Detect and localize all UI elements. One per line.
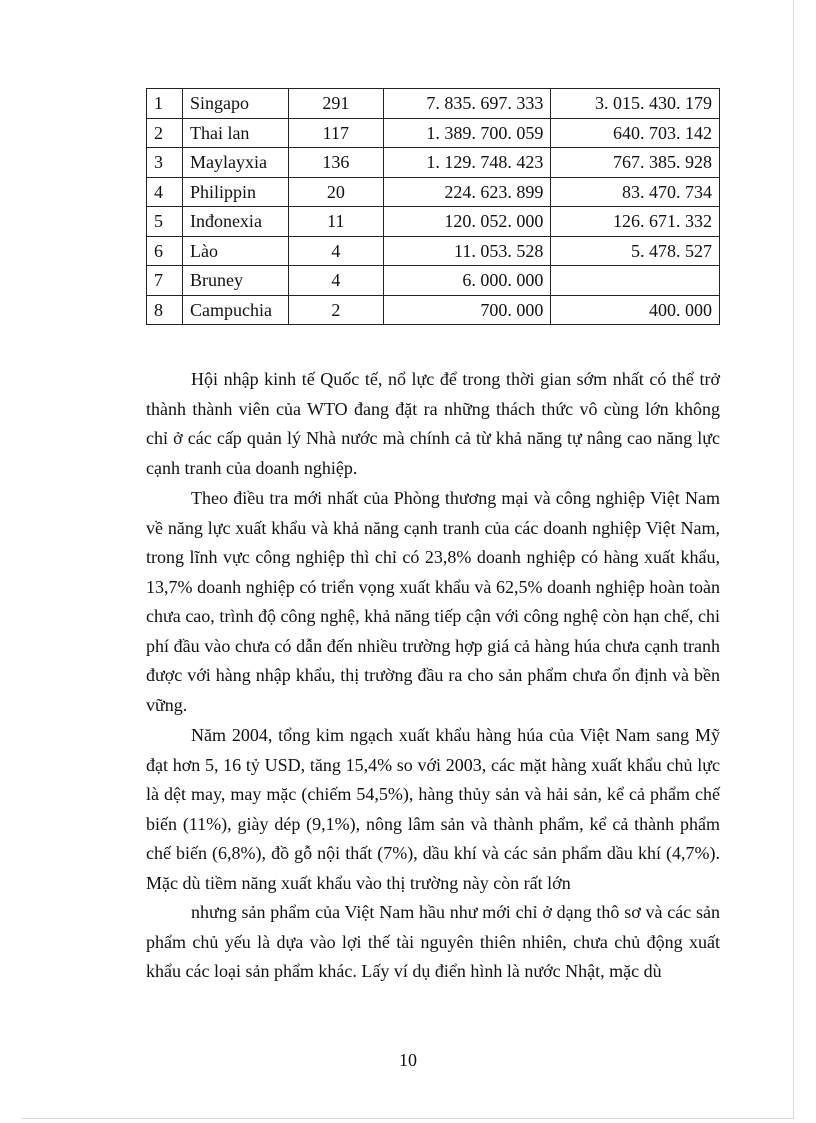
row-index-cell: 3: [147, 148, 183, 178]
row-index-cell: 1: [147, 89, 183, 119]
row-index-cell: 8: [147, 295, 183, 325]
table-row: [147, 89, 720, 119]
project-count-cell: 11: [288, 207, 383, 237]
investment-table-body: [147, 89, 720, 325]
value-2-cell: 3. 015. 430. 179: [551, 89, 720, 119]
value-1-cell: 1. 389. 700. 059: [383, 118, 551, 148]
table-row: [147, 236, 720, 266]
row-index-cell: 7: [147, 266, 183, 296]
value-2-cell: 400. 000: [551, 295, 720, 325]
value-2-cell: 126. 671. 332: [551, 207, 720, 237]
value-1-cell: 1. 129. 748. 423: [383, 148, 551, 178]
paragraph-4: nhưng sản phẩm của Việt Nam hầu như mới chỉ ở dạng thô sơ và các sản phẩm chủ yếu là dựa vào lợi thế tài nguyên thiên nhiên, chưa chủ động xuất khẩu các loại sản phẩm khác. Lấy ví dụ điển hình là nước Nhật, mặc dù: [146, 902, 720, 981]
country-name-cell: Lào: [182, 236, 288, 266]
value-2-cell: 640. 703. 142: [551, 118, 720, 148]
country-name-cell: Campuchia: [182, 295, 288, 325]
value-2-cell: [551, 266, 720, 296]
page-border-bottom: [22, 1118, 794, 1119]
row-index-cell: 5: [147, 207, 183, 237]
value-1-cell: 224. 623. 899: [383, 177, 551, 207]
project-count-cell: 117: [288, 118, 383, 148]
row-index-cell: 6: [147, 236, 183, 266]
paragraph-1: Hội nhập kinh tế Quốc tế, nổ lực để trong thời gian sớm nhất có thể trở thành thành viên của WTO đang đặt ra những thách thức vô cùng lớn không chỉ ở các cấp quản lý Nhà nước mà chính cả từ khả năng tự nâng cao năng lực cạnh tranh của doanh nghiệp.: [146, 369, 720, 478]
project-count-cell: 2: [288, 295, 383, 325]
investment-table: [146, 88, 720, 325]
project-count-cell: 4: [288, 266, 383, 296]
value-1-cell: 11. 053. 528: [383, 236, 551, 266]
value-1-cell: 120. 052. 000: [383, 207, 551, 237]
country-name-cell: Bruney: [182, 266, 288, 296]
project-count-cell: 20: [288, 177, 383, 207]
row-index-cell: 2: [147, 118, 183, 148]
table-row: [147, 148, 720, 178]
page-number: 10: [399, 1050, 417, 1070]
country-name-cell: Philippin: [182, 177, 288, 207]
table-row: [147, 295, 720, 325]
page-border-right: [793, 0, 794, 1119]
table-row: [147, 266, 720, 296]
row-index-cell: 4: [147, 177, 183, 207]
project-count-cell: 291: [288, 89, 383, 119]
table-row: [147, 207, 720, 237]
table-row: [147, 177, 720, 207]
country-name-cell: Singapo: [182, 89, 288, 119]
country-name-cell: Maylayxia: [182, 148, 288, 178]
project-count-cell: 4: [288, 236, 383, 266]
paragraph-2: Theo điều tra mới nhất của Phòng thương mại và công nghiệp Việt Nam về năng lực xuất khẩu và khả năng cạnh tranh của các doanh nghiệp Việt Nam, trong lĩnh vực công nghiệp thì chỉ có 23,8% doanh nghiệp có hàng xuất khẩu, 13,7% doanh nghiệp có triển vọng xuất khẩu và 62,5% doanh nghiệp hoàn toàn chưa cao, trình độ công nghệ, khả năng tiếp cận với công nghệ còn hạn chế, chi phí đầu vào chưa có dẫn đến nhiều trường hợp giá cả hàng húa chưa cạnh tranh được với hàng nhập khẩu, thị trường đầu ra cho sản phẩm chưa ổn định và bền vững.: [146, 488, 720, 715]
value-2-cell: 5. 478. 527: [551, 236, 720, 266]
value-1-cell: 700. 000: [383, 295, 551, 325]
value-2-cell: 83. 470. 734: [551, 177, 720, 207]
value-2-cell: 767. 385. 928: [551, 148, 720, 178]
table-row: [147, 118, 720, 148]
project-count-cell: 136: [288, 148, 383, 178]
country-name-cell: Inđonexia: [182, 207, 288, 237]
paragraph-3: Năm 2004, tổng kim ngạch xuất khẩu hàng húa của Việt Nam sang Mỹ đạt hơn 5, 16 tỷ USD, tăng 15,4% so với 2003, các mặt hàng xuất khẩu chủ lực là dệt may, may mặc (chiếm 54,5%), hàng thủy sản và hải sản, kể cả phẩm chế biến (11%), giày dép (9,1%), nông lâm sản và thành phẩm, kể cả thành phẩm chế biến (6,8%), đồ gỗ nội thất (7%), dầu khí và các sản phẩm dầu khí (4,7%). Mặc dù tiềm năng xuất khẩu vào thị trường này còn rất lớn: [146, 725, 720, 893]
value-1-cell: 7. 835. 697. 333: [383, 89, 551, 119]
value-1-cell: 6. 000. 000: [383, 266, 551, 296]
country-name-cell: Thai lan: [182, 118, 288, 148]
